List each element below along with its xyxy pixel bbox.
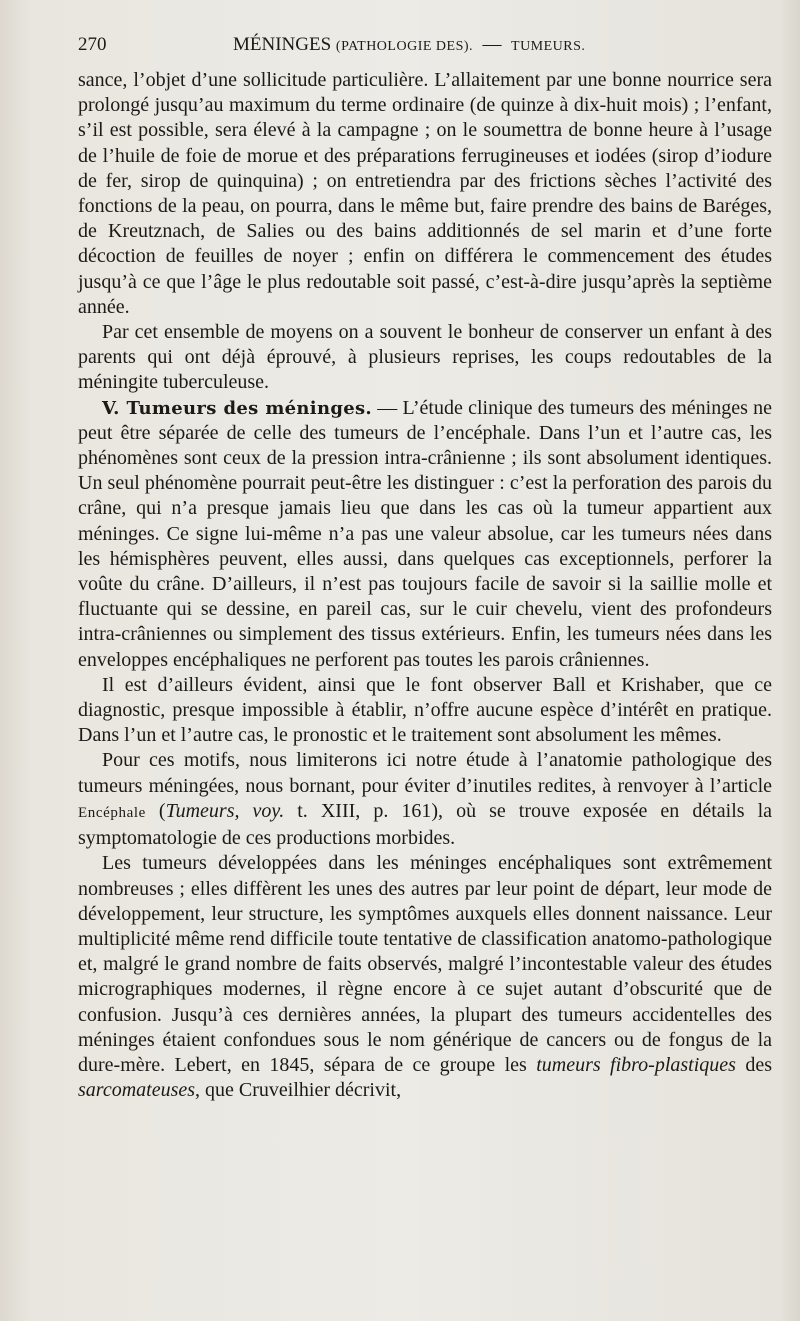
paragraph	[78, 748, 772, 851]
paragraph-continuation: sance, l’objet d’une sollicitude particulière. L’allaitement par une bonne nourrice sera prolongé jusqu’au maximum du terme ordinaire (de quinze à dix-huit mois) ; l’enfant, s’il est possible, sera élevé à la campagne ; on le soumettra de bonne heure à l’usage de l’huile de foie de morue et des préparations ferrugineuses et iodées (sirop d’iodure de fer, sirop de quinquina) ; on entretiendra par des frictions sèches l’activité des fonctions de la peau, on pourra, dans le même but, faire prendre des bains de Baréges, de Kreutznach, de Salies ou des bains additionnés de sel marin et d’une forte décoction de feuilles de noyer ; enfin on différera le commencement des études jusqu’à ce que l’âge le plus redoutable soit passé, c’est-à-dire jusqu’après la septième année.	[78, 69, 772, 318]
running-head	[233, 30, 585, 62]
paragraph-text: t. XIII, p. 161), où se trouve exposée en détails la symptomatologie de ces productions morbides.	[78, 799, 773, 850]
reference-italic: Tumeurs, voy.	[165, 799, 285, 822]
italic-term: tumeurs fibro-plastiques	[536, 1053, 736, 1076]
paragraph-text: Pour ces motifs, nous limiterons ici notre étude à l’anatomie pathologique des tumeurs méningées, nous bornant, pour éviter d’inutiles redites, à renvoyer à l’article	[78, 749, 772, 797]
running-subtitle: (PATHOLOGIE DES).	[335, 39, 474, 54]
section-paragraph	[78, 396, 772, 673]
page-number: 270	[78, 34, 107, 55]
running-section: TUMEURS.	[511, 39, 586, 54]
paragraph-text: , que Cruveilhier décrivit,	[195, 1079, 402, 1102]
paragraph	[78, 851, 772, 1103]
running-title: MÉNINGES	[233, 34, 332, 55]
section-text: — L’étude clinique des tumeurs des méninges ne peut être séparée de celle des tumeurs de l’encéphale. Dans l’un et l’autre cas, les phénomènes sont ceux de la pression intra-crânienne ; ils sont absolument identiques. Un seul phénomène pourrait peut-être les distinguer : c’est la perforation des parois du crâne, qui n’a presque jamais lieu que dans les cas où la tumeur appartient aux méninges. Ce signe lui-même n’a pas une valeur absolue, car les tumeurs nées dans les hémisphères peuvent, elles aussi, dans quelques cas exceptionnels, perforer la voûte du crâne. D’ailleurs, il n’est pas toujours facile de savoir si la saillie molle et fluctuante qui se dessine, en pareil cas, sur le cuir chevelu, vient des profondeurs intra-crâniennes ou simplement des tissus extérieurs. Enfin, les tumeurs nées dans les enveloppes encéphaliques ne perforent pas toutes les parois crâniennes.	[78, 396, 773, 671]
page-header	[78, 30, 770, 60]
body-text	[78, 68, 772, 1103]
section-heading: V. Tumeurs des méninges.	[102, 397, 372, 419]
article-reference: Encéphale	[78, 804, 146, 821]
paragraph-text: des	[745, 1053, 773, 1076]
paragraph: Par cet ensemble de moyens on a souvent le bonheur de conserver un enfant à des parents qui ont déjà éprouvé, à plusieurs reprises, les coups redoutables de la méningite tuberculeuse.	[78, 321, 772, 394]
paragraph: Il est d’ailleurs évident, ainsi que le font observer Ball et Krishaber, que ce diagnostic, presque impossible à établir, n’offre aucune espèce d’intérêt en pratique. Dans l’un et l’autre cas, le pronostic et le traitement sont absolument les mêmes.	[78, 673, 772, 747]
paren-open: (	[158, 799, 166, 822]
running-dash: —	[482, 34, 502, 55]
italic-term: sarcomateuses	[78, 1079, 196, 1102]
paragraph-text: Les tumeurs développées dans les méninges encéphaliques sont extrêmement nombreuses ; elles diffèrent les unes des autres par leur point de départ, leur mode de développement, leur structure, les symptômes auxquels elles donnent naissance. Leur multiplicité même rend difficile toute tentative de classification anatomo-pathologique et, malgré le grand nombre de faits observés, malgré l’incontestable valeur des études micrographiques modernes, il règne encore à ce sujet autant d’obscurité que de confusion. Jusqu’à ces dernières années, la plupart des tumeurs accidentelles des méninges étaient confondues sous le nom générique de cancers ou de fongus de la dure-mère. Lebert, en 1845, sépara de ce groupe les	[78, 852, 772, 1076]
